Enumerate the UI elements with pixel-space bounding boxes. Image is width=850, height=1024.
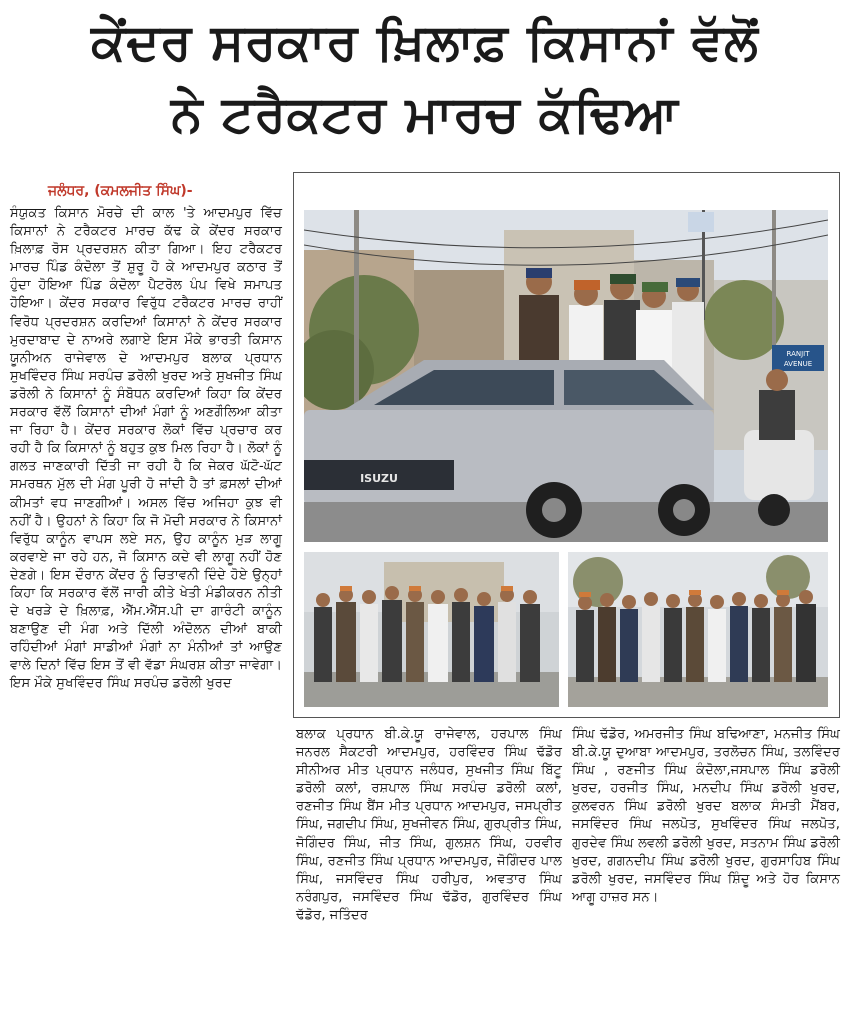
shop-sign-line-1: RANJIT bbox=[786, 350, 810, 358]
article-column-3: ਸਿੰਘ ਢੱਡੋਰ, ਅਮਰਜੀਤ ਸਿੰਘ ਬਢਿਆਣਾ, ਮਨਜੀਤ ਸਿੰਘ ਬੀ.ਕੇ.ਯੂ ਦੁਆਬਾ ਆਦਮਪੁਰ, ਤਰਲੋਚਨ ਸਿੰਘ, ਤਲਵਿੰਦਰ ਸਿੰਘ , ਰਣਜੀਤ ਸਿੰਘ ਕੰਦੋਲਾ,ਜਸਪਾਲ ਸਿੰਘ ਡਰੋਲੀ ਖੁਰਦ, ਹਰਜੀਤ ਸਿੰਘ, ਮਨਦੀਪ ਸਿੰਘ ਡਰੋਲੀ ਖੁਰਦ, ਕੁਲਵਰਨ ਸਿੰਘ ਡਰੋਲੀ ਖੁਰਦ ਬਲਾਕ ਸੰਮਤੀ ਮੈਂਬਰ, ਜਸਵਿੰਦਰ ਸਿੰਘ ਜਲਪੋਤ, ਸੁਖਵਿੰਦਰ ਸਿੰਘ ਜਲਪੋਤ, ਗੁਰਦੇਵ ਸਿੰਘ ਲਵਲੀ ਡਰੋਲੀ ਖੁਰਦ, ਸਤਨਾਮ ਸਿੰਘ ਡਰੋਲੀ ਖੁਰਦ, ਗਗਨਦੀਪ ਸਿੰਘ ਡਰੋਲੀ ਖੁਰਦ, ਗੁਰਸਾਹਿਬ ਸਿੰਘ ਡਰੋਲੀ ਖੁਰਦ, ਜਸਵਿੰਦਰ ਸਿੰਘ ਸ਼ਿੰਦੂ ਅਤੇ ਹੋਰ ਕਿਸਾਨ ਆਗੂ ਹਾਜ਼ਰ ਸਨ। bbox=[572, 727, 840, 905]
headline-line-2: ਨੇ ਟਰੈਕਟਰ ਮਾਰਚ ਕੱਢਿਆ bbox=[171, 85, 679, 143]
shop-sign-line-2: AVENUE bbox=[783, 360, 813, 368]
byline: ਜਲੰਧਰ, (ਕਮਲਜੀਤ ਸਿੰਘ)- bbox=[48, 183, 193, 199]
group-photo-right bbox=[568, 552, 828, 707]
group-photo-left-illustration bbox=[304, 552, 559, 707]
headline-line-1: ਕੇਂਦਰ ਸਰਕਾਰ ਖ਼ਿਲਾਫ਼ ਕਿਸਾਨਾਂ ਵੱਲੋਂ bbox=[91, 13, 759, 71]
article-column-1: ਸੰਯੁਕਤ ਕਿਸਾਨ ਮੋਰਚੇ ਦੀ ਕਾਲ 'ਤੇ ਆਦਮਪੁਰ ਵਿੱਚ ਕਿਸਾਨਾਂ ਨੇ ਟਰੈਕਟਰ ਮਾਰਚ ਕੱਢ ਕੇ ਕੇਂਦਰ ਸਰਕਾਰ ਖ਼ਿਲਾਫ਼ ਰੋਸ ਪ੍ਰਦਰਸ਼ਨ ਕੀਤਾ ਗਿਆ। ਇਹ ਟਰੈਕਟਰ ਮਾਰਚ ਪਿੰਡ ਕੰਦੋਲਾ ਤੋਂ ਸ਼ੁਰੂ ਹੋ ਕੇ ਆਦਮਪੁਰ ਕਠਾਰ ਤੋਂ ਹੁੰਦਾ ਹੋਇਆ ਪਿੰਡ ਕੰਦੋਲਾ ਪੈਟਰੋਲ ਪੰਪ ਵਿਖੇ ਸਮਾਪਤ ਹੋਇਆ। ਕੇਂਦਰ ਸਰਕਾਰ ਵਿਰੁੱਧ ਟਰੈਕਟਰ ਮਾਰਚ ਰਾਹੀਂ ਵਿਰੋਧ ਪ੍ਰਦਰਸ਼ਨ ਕਰਦਿਆਂ ਕਿਸਾਨਾਂ ਨੇ ਕੇਂਦਰ ਸਰਕਾਰ ਮੁਰਦਾਬਾਦ ਦੇ ਨਾਅਰੇ ਲਗਾਏ ਇਸ ਮੌਕੇ ਭਾਰਤੀ ਕਿਸਾਨ ਯੂਨੀਅਨ ਰਾਜੇਵਾਲ ਦੇ ਆਦਮਪੁਰ ਬਲਾਕ ਪ੍ਰਧਾਨ ਸੁਖਵਿੰਦਰ ਸਿੰਘ ਸਰਪੰਚ ਡਰੋਲੀ ਖੁਰਦ ਅਤੇ ਸੁਖਜੀਤ ਸਿੰਘ ਡਰੋਲੀ ਨੇ ਕਿਸਾਨਾਂ ਨੂੰ ਸੰਬੋਧਨ ਕਰਦਿਆਂ ਕਿਹਾ ਕਿ ਕੇਂਦਰ ਸਰਕਾਰ ਵੱਲੋਂ ਕਿਸਾਨਾਂ ਦੀਆਂ ਮੰਗਾਂ ਨੂੰ ਅਣਗੌਲਿਆ ਕੀਤਾ ਜਾ ਰਿਹਾ ਹੈ। ਕੇਂਦਰ ਸਰਕਾਰ ਲੋਕਾਂ ਵਿੱਚ ਪ੍ਰਚਾਰ ਕਰ ਰਹੀ ਹੈ ਕਿ ਕਿਸਾਨਾਂ ਨੂੰ ਬਹੁਤ ਕੁਝ ਮਿਲ ਰਿਹਾ ਹੈ। ਲੋਕਾਂ ਨੂੰ ਗਲਤ ਜਾਣਕਾਰੀ ਦਿੱਤੀ ਜਾ ਰਹੀ ਹੈ ਕਿ ਜੇਕਰ ਘੱਟੋ-ਘੱਟ ਸਮਰਥਨ ਮੁੱਲ ਦੀ ਮੰਗ ਪੂਰੀ ਹੋ ਜਾਂਦੀ ਹੈ ਤਾਂ ਫ਼ਸਲਾਂ ਦੀਆਂ ਕੀਮਤਾਂ ਵਧ ਜਾਣਗੀਆਂ। ਅਸਲ ਵਿੱਚ ਅਜਿਹਾ ਕੁਝ ਵੀ ਨਹੀਂ ਹੈ। ਉਹਨਾਂ ਨੇ ਕਿਹਾ ਕਿ ਜੋ ਮੋਦੀ ਸਰਕਾਰ ਨੇ ਕਿਸਾਨਾਂ ਵਿਰੁੱਧ ਕਾਨੂੰਨ ਵਾਪਸ ਲਏ ਸਨ, ਉਹ ਕਾਨੂੰਨ ਮੁੜ ਲਾਗੂ ਕਰਵਾਏ ਜਾ ਰਹੇ ਹਨ, ਜੋ ਕਿਸਾਨ ਕਦੇ ਵੀ ਲਾਗੂ ਨਹੀਂ ਹੋਣ ਦੇਣਗੇ। ਇਸ ਦੌਰਾਨ ਕੇਂਦਰ ਨੂੰ ਚਿਤਾਵਨੀ ਦਿੰਦੇ ਹੋਏ ਉਨ੍ਹਾਂ ਕਿਹਾ ਕਿ ਸਰਕਾਰ ਵੱਲੋਂ ਜਾਰੀ ਕੀਤੇ ਖੇਤੀ ਮੰਡੀਕਰਨ ਨੀਤੀ ਦੇ ਖਰੜੇ ਦੇ ਖ਼ਿਲਾਫ਼, ਐੱਮ.ਐੱਸ.ਪੀ ਦਾ ਗਾਰੰਟੀ ਕਾਨੂੰਨ ਬਣਾਉਣ ਦੀ ਮੰਗ ਅਤੇ ਦਿੱਲੀ ਅੰਦੋਲਨ ਦੀਆਂ ਬਾਕੀ ਰਹਿੰਦੀਆਂ ਮੰਗਾਂ ਸਾਡੀਆਂ ਮੰਗਾਂ ਨਾ ਮੰਨੀਆਂ ਤਾਂ ਆਉਣ ਵਾਲੇ ਦਿਨਾਂ ਵਿੱਚ ਇਸ ਤੋਂ ਵੀ ਵੱਡਾ ਸੰਘਰਸ਼ ਕੀਤਾ ਜਾਵੇਗਾ। ਇਸ ਮੌਕੇ ਸੁਖਵਿੰਦਰ ਸਿੰਘ ਸਰਪੰਚ ਡਰੋਲੀ ਖੁਰਦ bbox=[10, 206, 282, 692]
headline bbox=[0, 0, 850, 168]
main-photo-tractor-march bbox=[304, 210, 828, 542]
truck-badge: ISUZU bbox=[360, 472, 398, 485]
group-photo-left bbox=[304, 552, 559, 707]
main-photo-illustration bbox=[304, 210, 828, 542]
group-photo-right-illustration bbox=[568, 552, 828, 707]
article-column-2: ਬਲਾਕ ਪ੍ਰਧਾਨ ਬੀ.ਕੇ.ਯੂ ਰਾਜੇਵਾਲ, ਹਰਪਾਲ ਸਿੰਘ ਜਨਰਲ ਸੈਕਟਰੀ ਆਦਮਪੁਰ, ਹਰਵਿੰਦਰ ਸਿੰਘ ਢੱਡੋਰ ਸੀਨੀਅਰ ਮੀਤ ਪ੍ਰਧਾਨ ਜਲੰਧਰ, ਸੁਖਜੀਤ ਸਿੰਘ ਬਿੱਟੂ ਡਰੋਲੀ ਕਲਾਂ, ਰਸ਼ਪਾਲ ਸਿੰਘ ਸਰਪੰਚ ਡਰੋਲੀ ਕਲਾਂ, ਰਣਜੀਤ ਸਿੰਘ ਬੈਂਸ ਮੀਤ ਪ੍ਰਧਾਨ ਆਦਮਪੁਰ, ਜਸਪ੍ਰੀਤ ਸਿੰਘ, ਜਗਦੀਪ ਸਿੰਘ, ਸੁਖਜੀਵਨ ਸਿੰਘ, ਗੁਰਪ੍ਰੀਤ ਸਿੰਘ, ਜੋਗਿੰਦਰ ਸਿੰਘ, ਜੀਤ ਸਿੰਘ, ਗੁਲਸ਼ਨ ਸਿੰਘ, ਹਰਵੀਰ ਸਿੰਘ, ਰਣਜੀਤ ਸਿੰਘ ਪ੍ਰਧਾਨ ਆਦਮਪੁਰ, ਜੋਗਿੰਦਰ ਪਾਲ ਸਿੰਘ, ਜਸਵਿੰਦਰ ਸਿੰਘ ਹਰੀਪੁਰ, ਅਵਤਾਰ ਸਿੰਘ ਨਰੰਗਪੁਰ, ਜਸਵਿੰਦਰ ਸਿੰਘ ਢੱਡੋਰ, ਗੁਰਵਿੰਦਰ ਸਿੰਘ ਢੱਡੋਰ, ਜਤਿੰਦਰ bbox=[296, 727, 562, 923]
